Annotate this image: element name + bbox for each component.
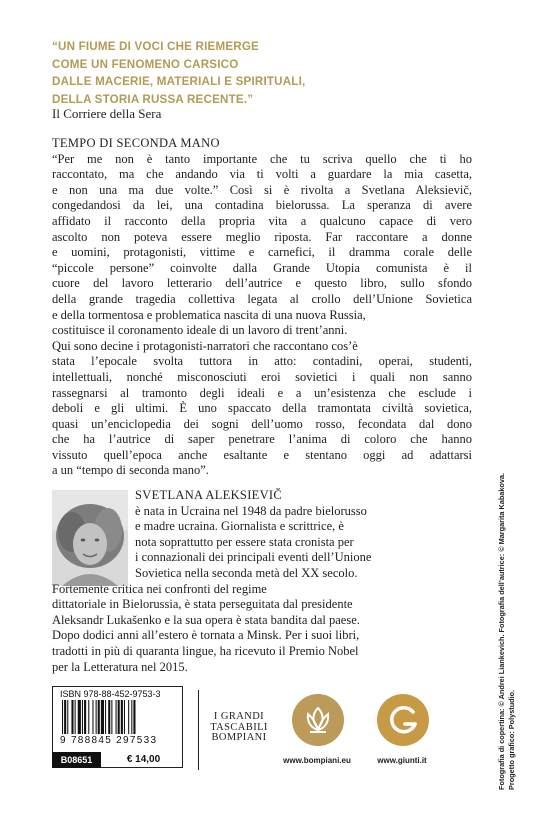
blurb-line: quasi un’enciclopedia dei sogni dell’uomo rosso, fecondata dal dono bbox=[52, 416, 472, 431]
author-name: SVETLANA ALEKSIEVIČ bbox=[135, 488, 283, 502]
blurb-line: stata l’epocale svolta tuttora in atto: contadini, operai, studenti, bbox=[52, 354, 472, 369]
bio-line: Dopo dodici anni all’estero è tornata a Minsk. Per i suoi libri, bbox=[52, 628, 360, 643]
credits-line: Fotografia di copertina: © Andrei Liankevich. Fotografia dell’autrice: © Margarita Kabakova. bbox=[497, 472, 506, 790]
blurb-line: a un “tempo di seconda mano”. bbox=[52, 463, 209, 478]
blurb-line: ascolto non poteva essere meglio riposta. Far raccontare a donne bbox=[52, 229, 472, 244]
blurb-line: che ha l’autrice di saper penetrare l’anima di coloro che hanno bbox=[52, 432, 472, 447]
barcode-number: 9 788845 297533 bbox=[60, 735, 158, 746]
credits-line: Progetto grafico: Polystudio. bbox=[506, 689, 516, 790]
blurb-line: Qui sono decine i protagonisti-narratori che raccontano cos’è bbox=[52, 338, 358, 353]
blurb-line: e uomini, protagonisti, vittime e carnefici, il dramma corale delle bbox=[52, 245, 472, 260]
author-bio bbox=[52, 488, 472, 675]
giunti-logo-icon bbox=[377, 694, 429, 746]
blurb-line: deboli e gli ultimi. È uno spaccato della tramontata civiltà sovietica, bbox=[52, 401, 472, 416]
bio-line: e madre ucraina. Giornalista e scrittrice, è bbox=[135, 519, 344, 534]
bio-line: tradotti in più di quaranta lingue, ha ricevuto il Premio Nobel bbox=[52, 643, 359, 658]
blurb-line: raccontato, ma che andando via ti volti a guardare la mia casetta, bbox=[52, 167, 472, 182]
blurb-line: della grande tragedia collettiva legata al crollo dell’Unione Sovietica bbox=[52, 291, 472, 306]
series-line: TASCABILI bbox=[210, 721, 268, 733]
photo-credits bbox=[497, 470, 516, 790]
bio-line: per la Letteratura nel 2015. bbox=[52, 659, 188, 674]
bio-line: i connazionali dei principali eventi dell’Unione bbox=[135, 550, 372, 565]
quote-line: DALLE MACERIE, MATERIALI E SPIRITUALI, bbox=[52, 75, 306, 88]
price-label: € 14,00 bbox=[126, 754, 161, 765]
blurb-line: rassegnarsi al tramonto degli ideali e a un’esistenza che esclude i bbox=[52, 385, 472, 400]
book-blurb bbox=[52, 136, 472, 479]
bio-line: dittatoriale in Bielorussia, è stata perseguitata dal presidente bbox=[52, 597, 353, 612]
quote-line: DELLA STORIA RUSSA RECENTE.” bbox=[52, 92, 254, 106]
bio-line: Sovietica nella seconda metà del XX secolo. bbox=[135, 565, 358, 580]
isbn-label: ISBN 978-88-452-9753-3 bbox=[60, 689, 161, 699]
blurb-line: intellettuali, nonché misconosciuti eroi sovietici i quali non sanno bbox=[52, 369, 472, 384]
blurb-line: e non una ma due volte.” Così si è rivolta a Svetlana Aleksievič, bbox=[52, 182, 472, 197]
bio-line: nota soprattutto per essere stata cronista per bbox=[135, 534, 354, 549]
blurb-line: cuore del lavoro letterario dell’autrice e questo libro, sullo sfondo bbox=[52, 276, 472, 291]
series-logo bbox=[204, 712, 274, 744]
book-title: TEMPO DI SECONDA MANO bbox=[52, 136, 220, 150]
bio-line: Aleksandr Lukašenko e la sua opera è stata bandita dal paese. bbox=[52, 612, 360, 627]
blurb-line: vissuto quell’epoca anche esaltante e stentano oggi ad adattarsi bbox=[52, 447, 472, 462]
bompiani-logo-icon bbox=[292, 694, 344, 746]
blurb-line: e della tormentosa e problematica nascita di una nuova Russia, bbox=[52, 307, 366, 322]
quote-line: “UN FIUME DI VOCI CHE RIEMERGE bbox=[52, 40, 259, 53]
series-line: I GRANDI bbox=[213, 711, 265, 722]
barcode-bars bbox=[60, 700, 175, 739]
quote-source: Il Corriere della Sera bbox=[52, 106, 162, 121]
bio-line: è nata in Ucraina nel 1948 da padre bielorusso bbox=[135, 503, 367, 518]
bompiani-url: www.bompiani.eu bbox=[283, 756, 351, 765]
blurb-line: “piccole persone” coinvolte dalla Grande Utopia comunista è il bbox=[52, 260, 472, 275]
giunti-url: www.giunti.it bbox=[377, 756, 427, 765]
divider bbox=[198, 690, 199, 770]
press-quote bbox=[52, 38, 472, 108]
bio-line: Fortemente critica nei confronti del regime bbox=[52, 581, 267, 596]
series-line: BOMPIANI bbox=[211, 732, 267, 743]
product-code: B08651 bbox=[52, 752, 101, 768]
blurb-line: congedandosi da lei, una contadina bielorussa. La speranza di avere bbox=[52, 198, 472, 213]
blurb-line: “Per me non è tanto importante che tu scriva quello che ti ho bbox=[52, 151, 472, 166]
blurb-line: affidato il racconto della propria vita a qualcuno capace di vero bbox=[52, 213, 472, 228]
blurb-line: costituisce il coronamento ideale di un lavoro di trent’anni. bbox=[52, 323, 348, 338]
quote-line: COME UN FENOMENO CARSICO bbox=[52, 57, 239, 71]
